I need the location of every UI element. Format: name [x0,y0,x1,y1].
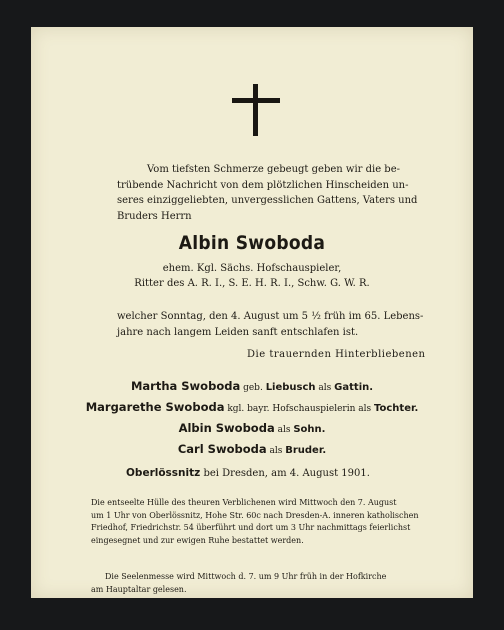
cross-icon [232,84,280,136]
intro-line: trübende Nachricht von dem plötzlichen Hinscheiden un- [117,179,409,191]
family-name: Albin Swoboda [178,421,275,435]
death-line: jahre nach langem Leiden sanft entschlafen ist. [117,326,359,338]
family-row [31,376,473,397]
family-relation: Sohn. [293,424,326,435]
funeral-line: Die entseelte Hülle des theuren Verblichenen wird Mittwoch den 7. August [91,498,397,507]
deceased-honours: Ritter des A. R. I., S. E. H. R. I., Schw. G. W. R. [134,278,370,289]
funeral-line: um 1 Uhr von Oberlössnitz, Hohe Str. 60c nach Dresden-A. inneren katholischen [91,510,419,520]
deceased-name: Albin Swoboda [178,232,326,254]
family-maiden-name: Liebusch [265,382,316,393]
family-als: als [277,425,291,435]
family-als: als [269,446,283,456]
mourners-heading: Die trauernden Hinterbliebenen [247,349,426,360]
funeral-line: Friedhof, Friedrichstr. 54 überführt und dort um 3 Uhr nachmittags feierlichst [91,523,411,532]
family-relation: Tochter. [374,403,419,414]
death-line: welcher Sonntag, den 4. August um 5 ½ früh im 65. Lebens- [117,311,424,322]
family-relation: Bruder. [285,445,327,456]
family-row [31,397,473,418]
family-als: als [358,404,372,414]
family-detail: kgl. bayr. Hofschauspielerin [227,404,356,414]
intro-line: seres einziggeliebten, unvergesslichen Gattens, Vaters und [117,195,418,206]
family-als: als [318,383,332,393]
intro-line: Vom tiefsten Schmerze gebeugt geben wir die be- [147,164,400,175]
mass-line: am Hauptaltar gelesen. [91,584,187,594]
funeral-line: eingesegnet und zur ewigen Ruhe bestattet werden. [91,535,304,545]
family-list [31,376,473,460]
place-town: Oberlössnitz [126,467,201,479]
family-row [31,418,473,439]
funeral-notice [91,497,461,547]
place-date-rest: bei Dresden, am 4. August 1901. [203,468,370,479]
obituary-card [31,27,473,598]
place-date [126,467,370,479]
family-row [31,439,473,460]
deceased-title: ehem. Kgl. Sächs. Hofschauspieler, [162,263,342,274]
intro-paragraph [117,162,427,224]
family-name: Carl Swoboda [177,442,267,456]
family-detail: geb. [243,383,263,393]
family-relation: Gattin. [334,382,374,393]
death-notice [117,309,427,340]
mass-line: Die Seelenmesse wird Mittwoch d. 7. um 9 Uhr früh in der Hofkirche [105,572,387,581]
requiem-mass-notice [91,571,461,596]
family-name: Martha Swoboda [130,379,241,393]
family-name: Margarethe Swoboda [85,400,225,414]
intro-line: Bruders Herrn [117,210,192,222]
